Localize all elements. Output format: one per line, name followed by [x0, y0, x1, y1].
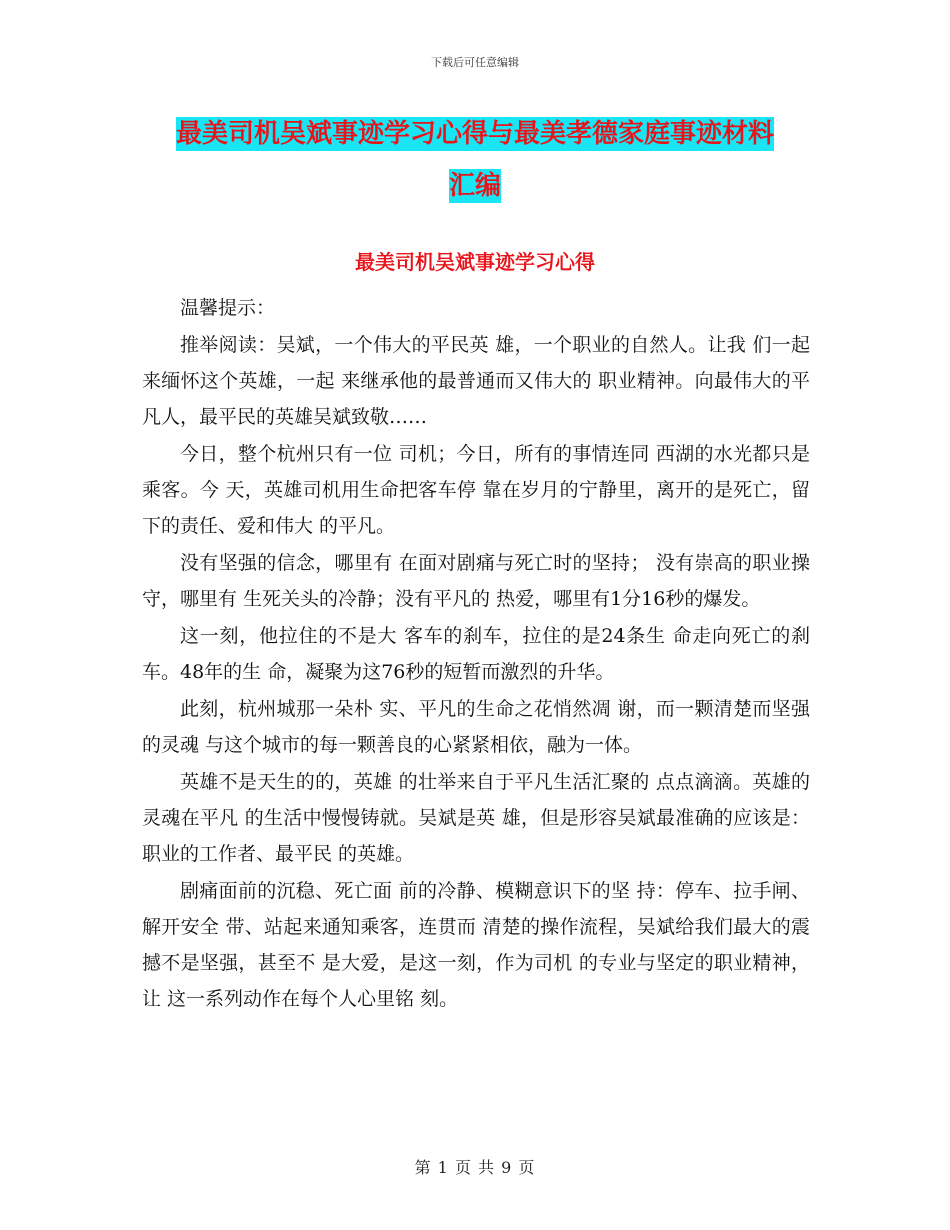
paragraph: 推举阅读：吴斌，一个伟大的平民英 雄，一个职业的自然人。让我 们一起来缅怀这个英雄，一起 来继承他的最普通而又伟大的 职业精神。向最伟大的平凡人，最平民的英雄吴斌致敬…… [142, 334, 810, 428]
paragraph: 这一刻，他拉住的不是大 客车的刹车，拉住的是24条生 命走向死亡的刹车。48年的生 命，凝聚为这76秒的短暂而激烈的升华。 [142, 625, 810, 683]
paragraph: 今日，整个杭州只有一位 司机；今日，所有的事情连同 西湖的水光都只是乘客。今 天，英雄司机用生命把客车停 靠在岁月的宁静里，离开的是死亡，留下的责任、爱和伟大 的平凡。 [142, 443, 810, 537]
section-title: 最美司机吴斌事迹学习心得 [355, 250, 595, 274]
document-title [130, 108, 820, 212]
header-note: 下载后可任意编辑 [431, 56, 519, 69]
document-title-line-2: 汇编 [448, 171, 501, 201]
body-text [142, 290, 810, 1018]
document-title-line-1: 最美司机吴斌事迹学习心得与最美孝德家庭事迹材料 [175, 119, 774, 149]
paragraph: 没有坚强的信念，哪里有 在面对剧痛与死亡时的坚持； 没有崇高的职业操守，哪里有 生死关头的冷静；没有平凡的 热爱，哪里有1分16秒的爆发。 [142, 552, 810, 610]
paragraph: 此刻，杭州城那一朵朴 实、平凡的生命之花悄然凋 谢，而一颗清楚而坚强的灵魂 与这个城市的每一颗善良的心紧紧相依，融为一体。 [142, 698, 810, 756]
paragraph-tip: 温馨提示： [180, 297, 276, 319]
paragraph: 英雄不是天生的的，英雄 的壮举来自于平凡生活汇聚的 点点滴滴。英雄的灵魂在平凡 的生活中慢慢铸就。吴斌是英 雄，但是形容吴斌最准确的应该是：职业的工作者、最平民 的英雄。 [142, 771, 810, 865]
paragraph: 剧痛面前的沉稳、死亡面 前的冷静、模糊意识下的坚 持：停车、拉手闸、解开安全 带、站起来通知乘客，连贯而 清楚的操作流程，吴斌给我们最大的震撼不是坚强，甚至不 是大爱，是这一刻，作为司机 的专业与坚定的职业精神，让 这一系列动作在每个人心里铭 刻。 [142, 880, 810, 1010]
page-number-footer: 第 1 页 共 9 页 [414, 1158, 536, 1177]
